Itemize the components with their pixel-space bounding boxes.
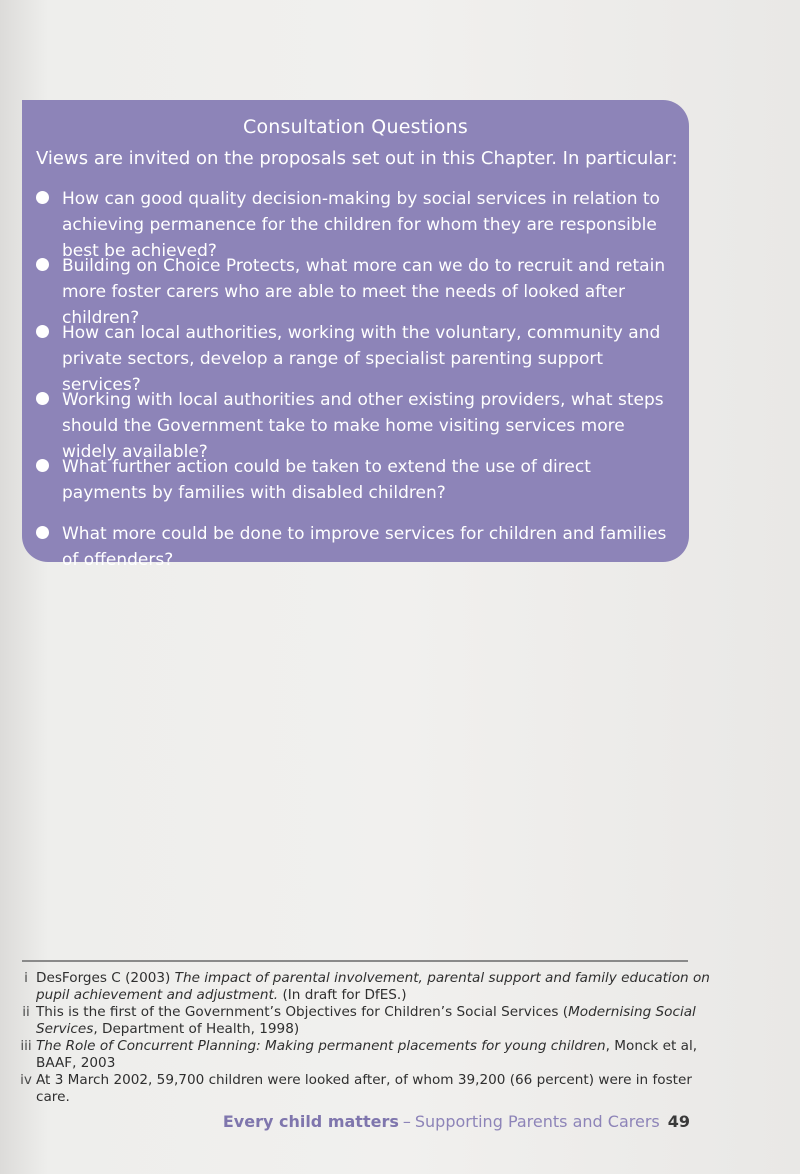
question-text: What further action could be taken to extend the use of direct payments by families with disabled children? (62, 457, 591, 503)
footnote-text-italic: The Role of Concurrent Planning: Making permanent placements for young children (36, 1038, 606, 1054)
page-footer (223, 1112, 690, 1131)
bullet-icon (36, 191, 49, 204)
footnote-number: i (24, 970, 28, 986)
box-intro: Views are invited on the proposals set out in this Chapter. In particular: (36, 148, 678, 169)
footnote-text-plain: DesForges C (2003) (36, 970, 175, 986)
footnote-text-plain: , Monck et al, BAAF, 2003 (36, 1038, 698, 1071)
footnote-text (36, 970, 716, 1004)
question-item (36, 521, 681, 574)
footnote-text-plain: This is the first of the Government’s Objectives for Children’s Social Services ( (36, 1004, 569, 1020)
footer-series: Every child matters (222, 1112, 399, 1131)
question-text: How can local authorities, working with the voluntary, community and private sectors, develop a range of specialist parenting support services? (62, 323, 661, 395)
footnote-list (16, 970, 716, 1106)
question-text: Building on Choice Protects, what more can we do to recruit and retain more foster carers who are able to meet the needs of looked after children? (62, 256, 666, 328)
footnote (16, 970, 716, 1004)
footnote (16, 1004, 716, 1038)
bullet-icon (36, 459, 49, 472)
footnote-text-italic: Modernising Social Services (36, 1004, 696, 1037)
footnote-text (36, 1072, 716, 1106)
footer-separator: – (402, 1112, 411, 1131)
footnote-divider (22, 960, 688, 962)
bullet-icon (36, 526, 49, 539)
footnote-text (36, 1004, 716, 1038)
footnote-text-plain: , Department of Health, 1998) (93, 1021, 300, 1037)
question-item (36, 186, 681, 261)
footnote (16, 1038, 716, 1072)
question-text: What more could be done to improve services for children and families of offenders? (62, 524, 667, 570)
box-title: Consultation Questions (243, 116, 468, 138)
footnote-text-plain: At 3 March 2002, 59,700 children were looked after, of whom 39,200 (66 percent) were in foster care. (36, 1072, 692, 1105)
footnote-number: iii (20, 1038, 32, 1054)
footnote-number: ii (22, 1004, 30, 1020)
consultation-questions-box (22, 100, 689, 570)
bullet-icon (36, 258, 49, 271)
question-item (36, 454, 681, 507)
question-item (36, 253, 681, 328)
footnote-text-italic: The impact of parental involvement, parental support and family education on pupil achievement and adjustment. (36, 970, 710, 1003)
page-number: 49 (667, 1112, 690, 1131)
question-text: How can good quality decision-making by social services in relation to achieving permanence for the children for whom they are responsible best be achieved? (62, 189, 660, 261)
bullet-icon (36, 392, 49, 405)
footnote-text-plain: (In draft for DfES.) (278, 987, 407, 1003)
question-list (36, 186, 681, 588)
footnote (16, 1072, 716, 1106)
footnote-text (36, 1038, 716, 1072)
question-item (36, 320, 681, 395)
question-item (36, 387, 681, 462)
footer-subtitle: Supporting Parents and Carers (414, 1112, 660, 1131)
question-text: Working with local authorities and other existing providers, what steps should the Government take to make home visiting services more widely available? (62, 390, 664, 462)
footnote-number: iv (20, 1072, 32, 1088)
bullet-icon (36, 325, 49, 338)
